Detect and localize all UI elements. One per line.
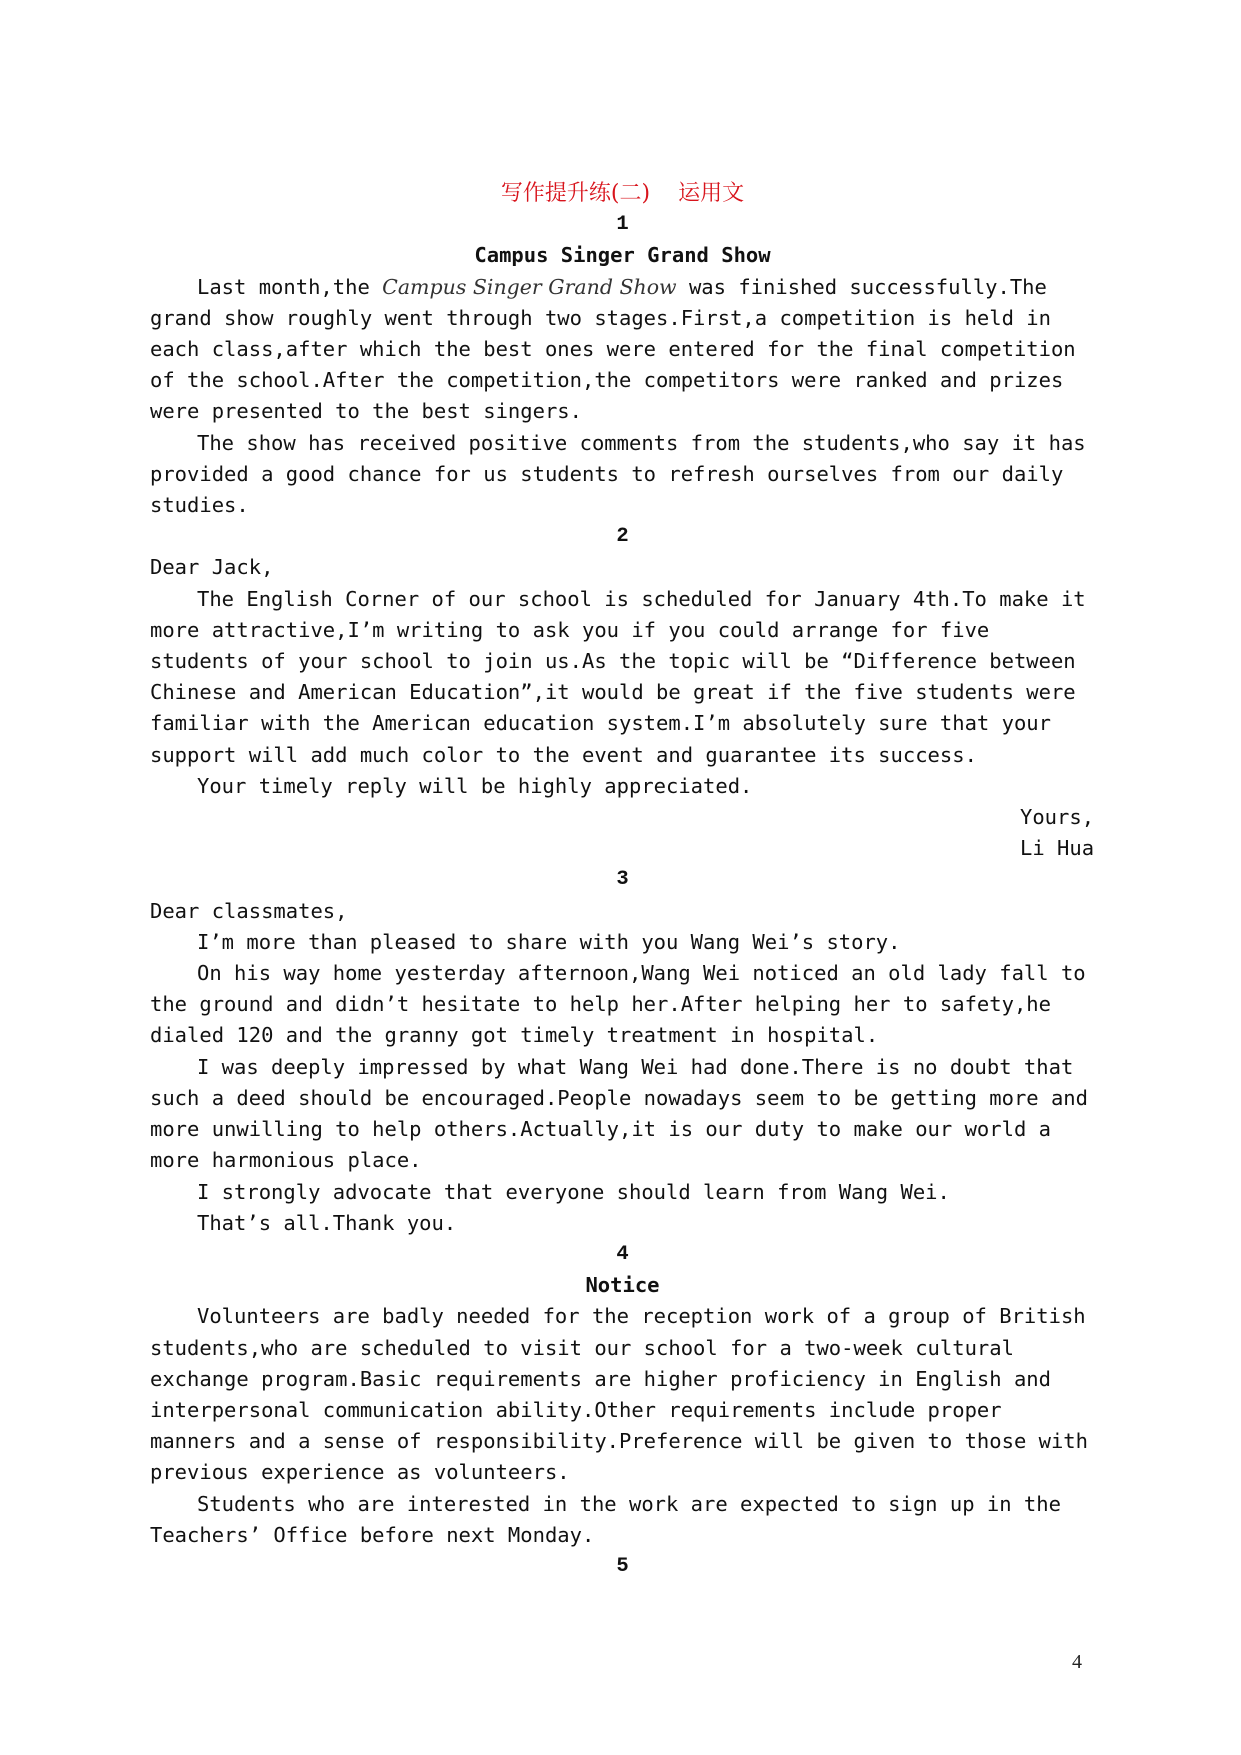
section-2: [150, 521, 1095, 864]
signature-line: [150, 833, 1095, 864]
paragraph-text: was finished successfully.The grand show roughly went through two stages.First,a competition is held in each class,after which the best ones were entered for the final competition of the school.After the competition,the competitors were ranked and prizes were presented to the best singers.: [150, 274, 1076, 424]
section-1: [150, 209, 1095, 521]
section-3: [150, 864, 1095, 1238]
closing: Yours,: [1020, 805, 1095, 830]
title-part-2: 运用文: [678, 181, 745, 206]
paragraph: That’s all.Thank you.: [197, 1210, 457, 1235]
paragraph: Volunteers are badly needed for the reception work of a group of British students,who are scheduled to visit our school for a two-week cultural exchange program.Basic requirements are higher proficiency in English and interpersonal communication ability.Other requirements include proper manners and a sense of responsibility.Preference will be given to those with previous experience as volunteers.: [150, 1304, 1088, 1485]
section-number: 4: [616, 1242, 629, 1266]
document-body: [150, 178, 1095, 1582]
paragraph: I’m more than pleased to share with you Wang Wei’s story.: [197, 929, 901, 954]
section-heading: Campus Singer Grand Show: [474, 243, 771, 268]
section-5: [150, 1551, 1095, 1582]
paragraph: On his way home yesterday afternoon,Wang Wei noticed an old lady fall to the ground and didn’t hesitate to help her.After helping her to safety,he dialed 120 and the granny got timely treatment in hospital.: [150, 961, 1086, 1048]
paragraph: [150, 272, 1095, 428]
section-4: [150, 1239, 1095, 1551]
section-number: 3: [616, 868, 629, 892]
salutation: Dear Jack,: [150, 555, 274, 580]
page-number: 4: [1072, 1651, 1082, 1673]
paragraph: I was deeply impressed by what Wang Wei had done.There is no doubt that such a deed should be encouraged.People nowadays seem to be getting more and more unwilling to help others.Actually,it is our duty to make our world a more harmonious place.: [150, 1054, 1088, 1173]
closing-line: [150, 802, 1095, 833]
paragraph: The English Corner of our school is scheduled for January 4th.To make it more attractive,I’m writing to ask you if you could arrange for five students of your school to join us.As the topic will be “Difference between Chinese and American Education”,it would be great if the five students were familiar with the American education system.I’m absolutely sure that your support will add much color to the event and guarantee its success.: [150, 586, 1086, 767]
paragraph: Students who are interested in the work are expected to sign up in the Teachers’ Office before next Monday.: [150, 1491, 1061, 1547]
signature: Li Hua: [1020, 836, 1095, 861]
page-title: [150, 178, 1095, 209]
title-part-1: 写作提升练(二): [500, 181, 651, 206]
section-heading: Notice: [585, 1273, 660, 1298]
show-name-italic: Campus Singer Grand Show: [382, 274, 677, 299]
paragraph: I strongly advocate that everyone should learn from Wang Wei.: [197, 1179, 950, 1204]
paragraph: The show has received positive comments from the students,who say it has provided a good chance for us students to refresh ourselves from our daily studies.: [150, 430, 1086, 518]
paragraph-text: Last month,the: [197, 274, 383, 299]
paragraph: Your timely reply will be highly appreciated.: [197, 773, 753, 798]
section-number: 5: [616, 1554, 629, 1578]
section-number: 1: [616, 213, 629, 237]
salutation: Dear classmates,: [150, 898, 348, 923]
section-number: 2: [616, 525, 629, 549]
